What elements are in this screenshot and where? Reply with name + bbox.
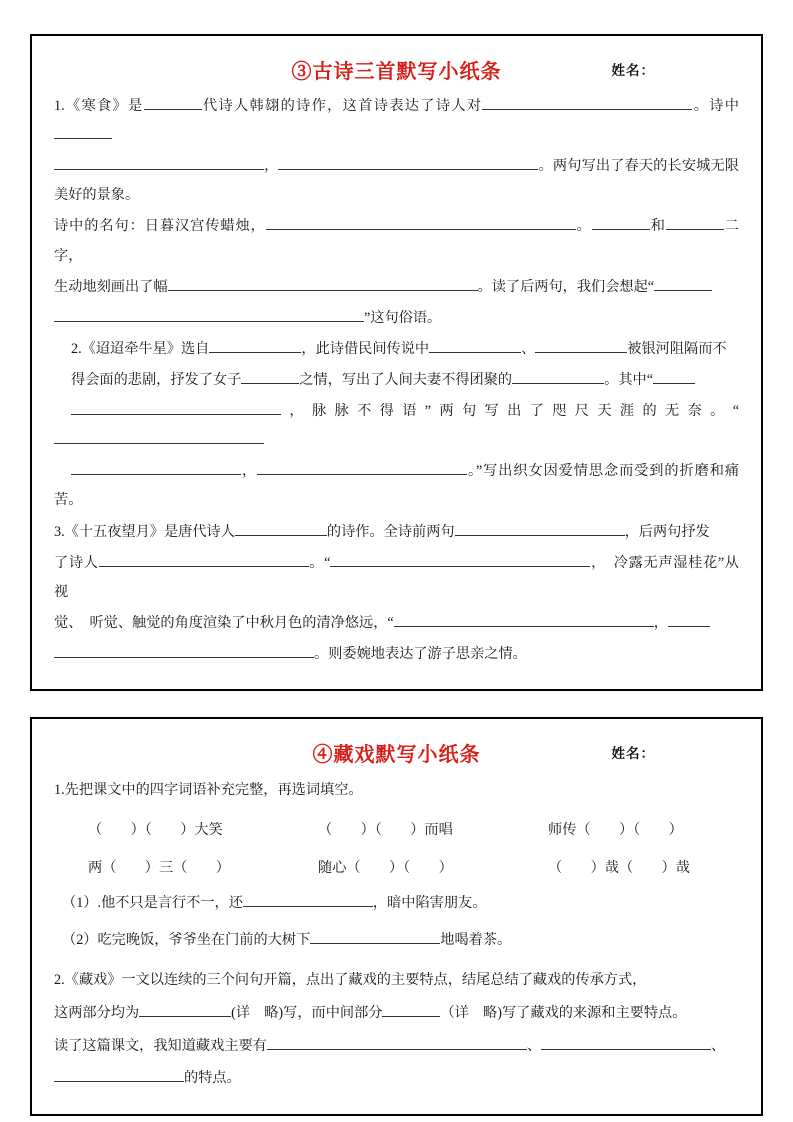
card-header	[54, 52, 739, 86]
blank-line[interactable]	[71, 399, 281, 415]
blank-line[interactable]	[541, 1034, 711, 1050]
question-1-line-1	[54, 92, 739, 150]
blank-line[interactable]	[482, 94, 692, 110]
question-2-line-2	[54, 366, 739, 395]
text-run: ，后两句抒发	[624, 523, 710, 540]
text-run: 诗中的名句：日暮汉宫传蜡烛，	[54, 218, 266, 235]
text-run: ，此诗借民间传说中	[301, 340, 430, 357]
text-run: 和	[649, 218, 666, 235]
text-run: 。诗中	[692, 98, 739, 114]
text-run: 。其中“	[604, 371, 653, 388]
question-1-intro: 1.先把课文中的四字词语补充完整，再选词填空。	[54, 782, 363, 799]
text-run: 、	[521, 340, 536, 357]
blank-line[interactable]	[257, 459, 467, 475]
blank-line[interactable]	[653, 368, 695, 384]
text-run: 、	[711, 1037, 726, 1054]
blank-line[interactable]	[54, 1066, 184, 1082]
text-run: 。”写出织女因爱情思念而受到的折磨和痛苦。	[54, 463, 739, 509]
text-run: 的特点。	[184, 1070, 241, 1087]
text-run: 觉、 听觉、触觉的角度渲染了中秋月色的清净悠远，“	[54, 614, 394, 631]
blank-line[interactable]	[266, 215, 576, 231]
question-2-line-3	[54, 1031, 739, 1062]
card-title: ④藏戏默写小纸条	[312, 743, 481, 766]
blank-line[interactable]	[267, 1034, 527, 1050]
blank-line[interactable]	[429, 337, 521, 353]
question-2-line-1	[54, 335, 739, 364]
text-run: 1.《寒食》是	[54, 98, 144, 114]
text-run: 。	[575, 218, 592, 235]
blank-line[interactable]	[394, 611, 654, 627]
text-run: ，暗中陷害朋友。	[372, 895, 487, 912]
text-run: ，	[264, 158, 279, 175]
text-run: 。则委婉地表达了游子思亲之情。	[314, 645, 527, 662]
fill-in-1	[54, 888, 739, 919]
blank-line[interactable]	[592, 215, 650, 231]
question-2-line-1: 2.《藏戏》一文以连续的三个问句开篇，点出了藏戏的主要特点，结尾总结了藏戏的传承方式，	[54, 972, 647, 989]
question-2-line-3	[54, 397, 739, 455]
blank-line[interactable]	[235, 520, 327, 536]
idiom-row	[54, 854, 739, 882]
blank-line[interactable]	[139, 1001, 231, 1017]
card-zangxi	[30, 717, 763, 1116]
name-field-label: 姓名：	[611, 63, 655, 78]
idiom-row	[54, 816, 739, 844]
text-run: 得会面的悲剧，抒发了女子	[71, 371, 242, 388]
blank-line[interactable]	[54, 123, 112, 139]
question-3-line-3	[54, 609, 739, 638]
text-run: ，	[653, 614, 668, 631]
blank-line[interactable]	[243, 892, 373, 908]
idiom-cell[interactable]: 随心（ ）（ ）	[318, 860, 453, 877]
question-1-line-2	[54, 152, 739, 210]
question-1-line-3	[54, 212, 739, 270]
blank-line[interactable]	[209, 337, 301, 353]
fill-in-2	[54, 925, 739, 956]
question-3-line-4	[54, 640, 739, 669]
idiom-cell[interactable]: （ ）（ ）而唱	[318, 821, 453, 838]
text-run: 。读了后两句，我们会想起“	[477, 278, 655, 295]
blank-line[interactable]	[666, 215, 724, 231]
question-1-line-4	[54, 273, 739, 302]
name-field-label: 姓名：	[611, 746, 655, 762]
text-run: 代诗人韩翃的诗作，这首诗表达了诗人对	[201, 98, 483, 114]
text-run: 2.《迢迢牵牛星》选自	[71, 340, 210, 357]
text-run: 读了这篇课文，我知道藏戏主要有	[54, 1037, 267, 1054]
idiom-cell[interactable]: （ ）哉（ ）哉	[548, 860, 690, 877]
blank-line[interactable]	[54, 154, 264, 170]
text-run: ”这句俗语。	[364, 309, 442, 326]
idiom-cell[interactable]: 师传（ ）（ ）	[548, 821, 683, 838]
blank-line[interactable]	[382, 1001, 440, 1017]
text-run: 3.《十五夜望月》是唐代诗人	[54, 523, 235, 540]
text-run: 之情，写出了人间夫妻不得团聚的	[299, 371, 513, 388]
blank-line[interactable]	[535, 337, 627, 353]
card-body	[54, 92, 739, 669]
question-3-line-2	[54, 549, 739, 607]
text-run: ，脉脉不得语”两句写出了咫尺天涯的无奈。“	[281, 403, 739, 420]
text-run: 的诗作。全诗前两句	[326, 523, 455, 540]
text-run: （1）.他不只是言行不一，还	[62, 895, 243, 912]
question-2-line-2	[54, 998, 739, 1029]
blank-line[interactable]	[144, 94, 202, 110]
text-run: 二字，	[54, 218, 739, 264]
idiom-cell[interactable]: 两（ ）三（ ）	[88, 860, 230, 877]
question-1-line-5	[54, 304, 739, 333]
blank-line[interactable]	[99, 551, 309, 567]
blank-line[interactable]	[54, 306, 364, 322]
text-run: 这两部分均为	[54, 1005, 140, 1022]
blank-line[interactable]	[668, 611, 710, 627]
idiom-cell[interactable]: （ ）（ ）大笑	[88, 821, 223, 838]
text-run: ， 冷露无声湿桂花”从视	[54, 554, 739, 600]
blank-line[interactable]	[330, 551, 590, 567]
blank-line[interactable]	[278, 154, 538, 170]
text-run: 了诗人	[54, 554, 99, 571]
text-run: 被银河阻隔而不	[627, 340, 727, 357]
blank-line[interactable]	[455, 520, 625, 536]
blank-line[interactable]	[241, 368, 299, 384]
blank-line[interactable]	[168, 275, 478, 291]
blank-line[interactable]	[310, 928, 440, 944]
text-run: (详 略)写，而中间部分	[231, 1005, 383, 1022]
blank-line[interactable]	[654, 275, 712, 291]
question-2-line-4	[54, 457, 739, 515]
question-3-line-1	[54, 518, 739, 547]
text-run: 。两句写出了春天的长安城无限美好的景象。	[54, 158, 739, 204]
blank-line[interactable]	[54, 428, 264, 444]
card-header	[54, 735, 739, 769]
card-body	[54, 775, 739, 1094]
blank-line[interactable]	[512, 368, 604, 384]
text-run: ，	[241, 463, 258, 480]
text-run: （2）吃完晚饭，爷爷坐在门前的大树下	[62, 931, 311, 948]
text-run: 地喝着茶。	[440, 931, 512, 948]
question-2-line-4	[54, 1063, 739, 1094]
text-run: 生动地刻画出了幅	[54, 278, 168, 295]
card-gushi-sanshou	[30, 34, 763, 691]
blank-line[interactable]	[54, 642, 314, 658]
text-run: 、	[526, 1037, 542, 1054]
blank-line[interactable]	[71, 459, 241, 475]
text-run: 。“	[308, 554, 331, 571]
card-title: ③古诗三首默写小纸条	[291, 60, 502, 83]
text-run: （详 略)写了藏戏的来源和主要特点。	[440, 1005, 687, 1022]
